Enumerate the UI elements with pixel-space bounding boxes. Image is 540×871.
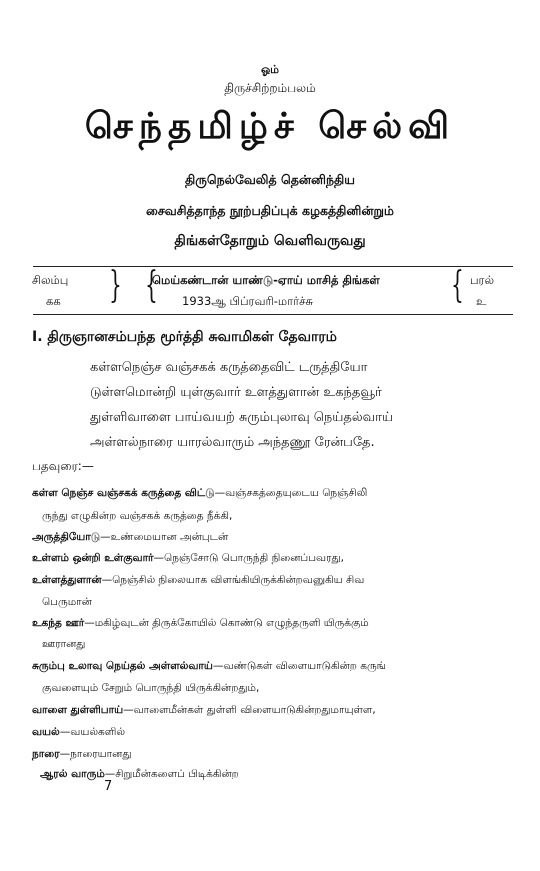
glossary-meaning: —வஞ்சகத்தையுடைய நெஞ்சிலி	[214, 487, 368, 499]
glossary-entry	[32, 660, 386, 673]
volume-label: சிலம்பு	[32, 273, 69, 287]
tiruchitrambalam-line: திருச்சிற்றம்பலம்	[224, 81, 316, 95]
glossary-term: நாரை	[32, 748, 60, 760]
issue-label: பரல்	[470, 273, 495, 287]
glossary-heading: பதவுரை:—	[32, 459, 94, 473]
glossary-meaning: —வாளைமீன்கள் துள்ளி விளையாடுகின்றதுமாயுள்ள,	[123, 704, 376, 716]
glossary-meaning: —நெஞ்சில் நிலையாக விளங்கியிருக்கின்றவனுகிய சிவ	[101, 574, 365, 586]
verse-line: அள்ளல்நாரை யாரல்வாரும் அந்தணூ ரேன்பதே.	[90, 435, 375, 450]
glossary-meaning: —மகிழ்வுடன் திருக்கோயில் கொண்டு எழுந்தருளி யிருக்கும்	[84, 617, 369, 629]
glossary-term: சுரும்பு உலாவு நெய்தல் அள்ளல்வாய்	[32, 660, 213, 672]
verse-line: டுள்ளமொன்றி யுள்குவார் உளத்துளான் உகந்தவூர்	[90, 385, 382, 400]
glossary-meaning: ருந்து எழுகின்ற வஞ்சகக் கருத்தை நீக்கி,	[42, 510, 233, 522]
glossary-meaning: —நாரையானது	[59, 748, 132, 760]
glossary-term: ஆரல் வாரும்	[40, 768, 105, 780]
om-mark: ஓம்	[260, 63, 280, 76]
glossary-term: அருத்தியோடு	[32, 531, 101, 543]
glossary-term: வாளை துள்ளிபாய்	[32, 704, 124, 716]
glossary-entry	[32, 704, 376, 717]
glossary-entry	[32, 617, 369, 630]
glossary-entry	[40, 768, 239, 781]
right-brace: {	[451, 265, 464, 306]
glossary-entry	[32, 574, 364, 587]
glossary-entry	[32, 552, 344, 565]
glossary-term: உள்ளம் ஒன்றி உள்குவார்	[32, 552, 154, 564]
glossary-entry	[32, 487, 367, 500]
subtitle-line-1: திருநெல்வேலித் தென்னிந்திய	[185, 172, 355, 187]
glossary-term: கள்ள நெஞ்ச வஞ்சகக் கருத்தை விட்டு	[32, 487, 215, 499]
volume-number: கக	[46, 294, 61, 308]
glossary-meaning: —நெஞ்சோடு பொருந்தி நினைப்பவரது,	[153, 552, 344, 564]
glossary-meaning: ஊரானது	[42, 638, 86, 650]
left-brace: }	[109, 265, 122, 306]
glossary-entry	[32, 531, 228, 544]
glossary-term: வயல்	[32, 726, 60, 738]
glossary-entry	[42, 638, 85, 651]
glossary-entry	[42, 510, 232, 523]
page-number: 7	[104, 779, 113, 794]
date-label: 1933ஆ பிப்ரவரி-மார்ச்சு	[182, 294, 314, 308]
glossary-meaning: குவளையும் சேறும் பொருந்தி யிருக்கின்றதும்,	[42, 682, 260, 694]
issue-number: உ	[476, 294, 487, 308]
top-rule	[33, 266, 513, 267]
verse-line: துள்ளிவாளை பாய்வயற் சுரும்புலாவு நெய்தல்வாய்	[90, 410, 394, 425]
glossary-entry	[32, 748, 131, 761]
glossary-term: உள்ளத்துளான்	[32, 574, 102, 586]
subtitle-line-2: சைவசித்தாந்த நூற்பதிப்புக் கழகத்தினின்றும்	[146, 203, 394, 218]
glossary-term: உகந்த ஊர்	[32, 617, 85, 629]
month-label: மெய்கண்டான் யாண்டு-ஏாய் மாசித் திங்கள்	[152, 273, 380, 287]
verse-line: கள்ளநெஞ்ச வஞ்சகக் கருத்தைவிட் டருத்தியோ	[90, 360, 368, 375]
subtitle-line-3: திங்கள்தோறும் வெளிவருவது	[174, 233, 366, 249]
bottom-rule	[33, 314, 513, 315]
month-brace: {	[145, 265, 158, 306]
glossary-meaning: —வயல்களில்	[59, 726, 126, 738]
glossary-entry	[32, 726, 125, 739]
journal-title: செந்தமிழ்ச் செல்வி	[84, 106, 456, 147]
glossary-meaning: —உண்மையான அன்புடன்	[100, 531, 229, 543]
glossary-meaning: —வண்டுகள் விளையாடுகின்ற கருங்	[212, 660, 386, 672]
glossary-meaning: —சிறுமீன்களைப் பிடிக்கின்ற	[104, 768, 239, 780]
section-heading: I. திருஞானசம்பந்த மூர்த்தி சுவாமிகள் தேவாரம்	[32, 329, 337, 345]
glossary-entry	[42, 682, 259, 695]
glossary-entry	[42, 596, 92, 609]
glossary-meaning: பெருமான்	[42, 596, 92, 608]
